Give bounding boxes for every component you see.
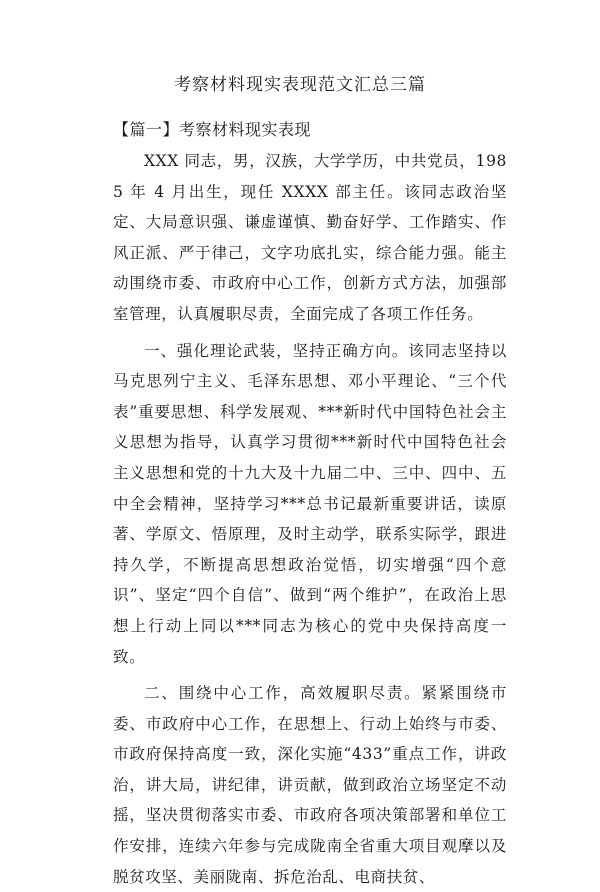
paragraph-theory: 一、强化理论武装，坚持正确方向。该同志坚持以马克思列宁主义、毛泽东思想、邓小平理论、“三个代表”重要思想、科学发展观、***新时代中国特色社会主义思想为指导，认真学习贯彻***新时代中国特色社会主义思想和党的十九大及十九届二中、三中、四中、五中全会精神，坚持学习***总书记最新重要讲话，读原著、学原文、悟原理，及时主动学，联系实际学，跟进持久学，不断提高思想政治觉悟，切实增强“四个意识”、坚定“四个自信”、做到“两个维护”，在政治上思想上行动上同以***同志为核心的党中央保持高度一致。 (113, 341, 507, 666)
document-title: 考察材料现实表现范文汇总三篇 (174, 75, 426, 95)
document-body (113, 146, 507, 892)
section-heading: 【篇一】考察材料现实表现 (113, 120, 312, 139)
paragraph-duties: 二、围绕中心工作，高效履职尽责。紧紧围绕市委、市政府中心工作，在思想上、行动上始终与市委、市政府保持高度一致，深化实施“433”重点工作，讲政治，讲大局，讲纪律，讲贡献，做到政治立场坚定不动摇，坚决贯彻落实市委、市政府各项决策部署和单位工作安排，连续六年参与完成陇南全省重大项目观摩以及脱贫攻坚、美丽陇南、拆危治乱、电商扶贫、 (113, 684, 507, 886)
paragraph-intro: XXX 同志，男，汉族，大学学历，中共党员，1985 年 4 月出生，现任 XXXX 部主任。该同志政治坚定、大局意识强、谦虚谨慎、勤奋好学、工作踏实、作风正派、严于律己，文字功底扎实，综合能力强。能主动围绕市委、市政府中心工作，创新方式方法，加强部室管理，认真履职尽责，全面完成了各项工作任务。 (113, 152, 507, 323)
